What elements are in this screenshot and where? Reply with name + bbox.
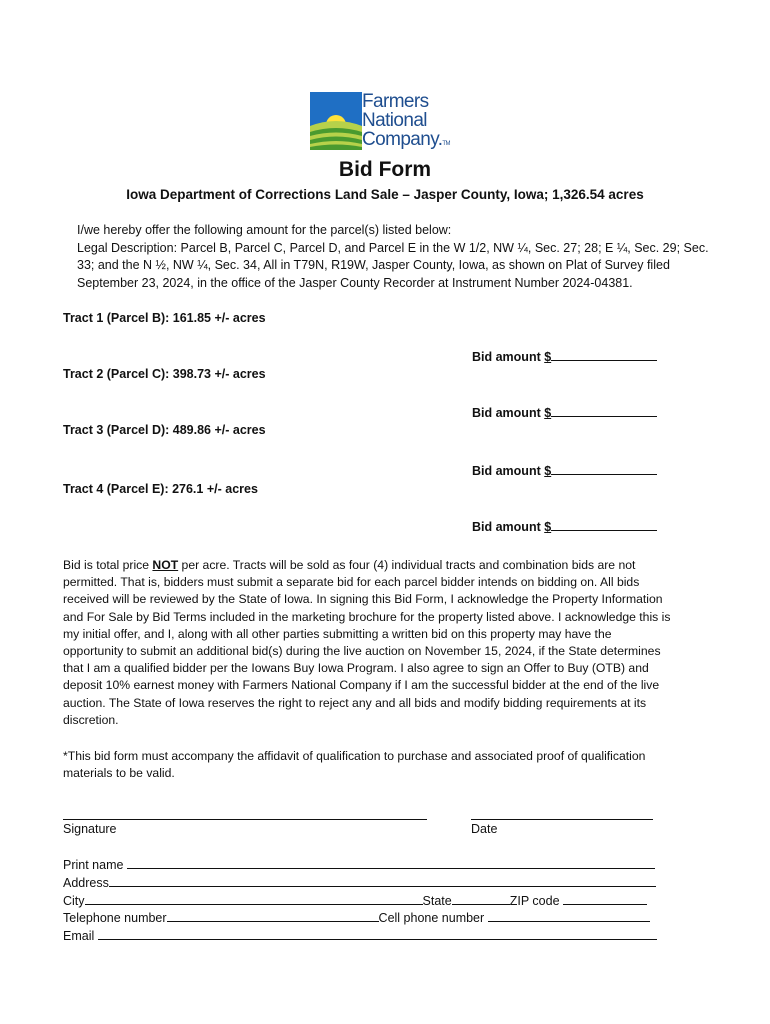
terms-line: received will be reviewed by the State of Iowa. In signing this Bid Form, I acknowledge the Property Information [63, 592, 663, 607]
terms-line: that I am a qualified bidder per the Iowans Buy Iowa Program. I also agree to sign an Offer to Buy (OTB) and [63, 661, 649, 676]
legal-description-line: Legal Description: Parcel B, Parcel C, Parcel D, and Parcel E in the W 1/2, NW ¼, Sec. 27; 28; E ¼, Sec. 29; Sec. [77, 240, 709, 255]
email-label: Email [63, 929, 98, 943]
farmers-national-company-logo [310, 92, 460, 152]
tract-4-bid-amount [472, 519, 657, 534]
tract-1-label: Tract 1 (Parcel B): 161.85 +/- acres [63, 311, 266, 325]
bid-amount-label: Bid amount [472, 520, 545, 534]
note-line: *This bid form must accompany the affidavit of qualification to purchase and associated proof of qualification [63, 749, 646, 763]
terms-line: and For Sale by Bid Terms included in the marketing brochure for the property listed above. I acknowledge this is [63, 609, 671, 624]
date-label: Date [471, 822, 498, 836]
city-label: City [63, 894, 85, 908]
tract-4-bid-input[interactable] [551, 519, 657, 531]
logo-wordmark [362, 92, 450, 154]
page-title: Bid Form [338, 158, 432, 181]
zip-label: ZIP code [509, 894, 563, 908]
qualification-note [63, 748, 703, 782]
terms-line: opportunity to submit an additional bid(s) during the live auction on November 15, 2024, if the State determines [63, 644, 661, 659]
tract-2-label: Tract 2 (Parcel C): 398.73 +/- acres [63, 367, 266, 381]
terms-line: Bid is total price NOT per acre. Tracts will be sold as four (4) individual tracts and combination bids are not [63, 558, 636, 572]
note-line: materials to be valid. [63, 766, 175, 781]
date-line[interactable] [471, 819, 653, 820]
not-emphasis: NOT [152, 558, 179, 572]
phone-field [63, 909, 650, 925]
logo-trademark: TM [442, 141, 450, 147]
legal-description-line: 33; and the N ½, NW ¼, Sec. 34, All in T79N, R19W, Jasper County, Iowa, as shown on Plat of Survey filed [77, 258, 670, 272]
legal-description-line: September 23, 2024, in the office of the Jasper County Recorder at Instrument Number 2024-04381. [77, 275, 633, 290]
state-label: State [422, 894, 452, 908]
print-name-input[interactable] [127, 856, 655, 869]
city-input[interactable] [85, 892, 423, 905]
legal-description-block [77, 222, 707, 292]
email-input[interactable] [98, 927, 657, 940]
tract-3-bid-amount [472, 463, 657, 478]
state-input[interactable] [452, 892, 510, 905]
logo-line-2: National [362, 110, 427, 131]
logo-line-3: Company.TM [362, 129, 450, 150]
email-field [63, 927, 657, 943]
farm-field-logo-icon [310, 92, 362, 150]
terms-line: deposit 10% earnest money with Farmers National Company if I am the successful bidder at the end of the live [63, 678, 660, 693]
bid-amount-label: Bid amount [472, 406, 545, 420]
bid-amount-label: Bid amount [472, 464, 545, 478]
dollar-sign: $ [544, 406, 552, 420]
address-input[interactable] [109, 874, 656, 887]
intro-line: I/we hereby offer the following amount for the parcel(s) listed below: [77, 223, 452, 237]
telephone-input[interactable] [167, 909, 379, 922]
tract-2-bid-input[interactable] [551, 405, 657, 417]
city-state-zip-field [63, 892, 647, 908]
cell-phone-input[interactable] [488, 909, 650, 922]
page-subtitle: Iowa Department of Corrections Land Sale – Jasper County, Iowa; 1,326.54 acres [126, 187, 644, 202]
dollar-sign: $ [544, 520, 552, 534]
print-name-label: Print name [63, 858, 127, 872]
tract-4-label: Tract 4 (Parcel E): 276.1 +/- acres [63, 482, 258, 496]
dollar-sign: $ [544, 350, 552, 364]
signature-label: Signature [63, 822, 117, 836]
telephone-label: Telephone number [63, 911, 167, 925]
terms-line: permitted. That is, bidders must submit a separate bid for each parcel bidder intends on bidding on. All bids [63, 575, 640, 590]
tract-1-bid-input[interactable] [551, 349, 657, 361]
dollar-sign: $ [544, 464, 552, 478]
tract-3-bid-input[interactable] [551, 463, 657, 475]
cell-phone-label: Cell phone number [378, 911, 488, 925]
bid-terms-paragraph [63, 557, 703, 729]
terms-line: my initial offer, and I, along with all other parties submitting a written bid on this property may have the [63, 626, 612, 641]
terms-line: auction. The State of Iowa reserves the right to reject any and all bids and modify bidding requirements at its [63, 695, 647, 710]
zip-input[interactable] [563, 892, 647, 905]
tract-2-bid-amount [472, 405, 657, 420]
tract-1-bid-amount [472, 349, 657, 364]
address-label: Address [63, 876, 109, 890]
bid-amount-label: Bid amount [472, 350, 545, 364]
signature-line[interactable] [63, 819, 427, 820]
print-name-field [63, 856, 655, 872]
tract-3-label: Tract 3 (Parcel D): 489.86 +/- acres [63, 423, 266, 437]
address-field [63, 874, 656, 890]
logo-line-1: Farmers [362, 91, 429, 112]
terms-line: discretion. [63, 712, 119, 727]
